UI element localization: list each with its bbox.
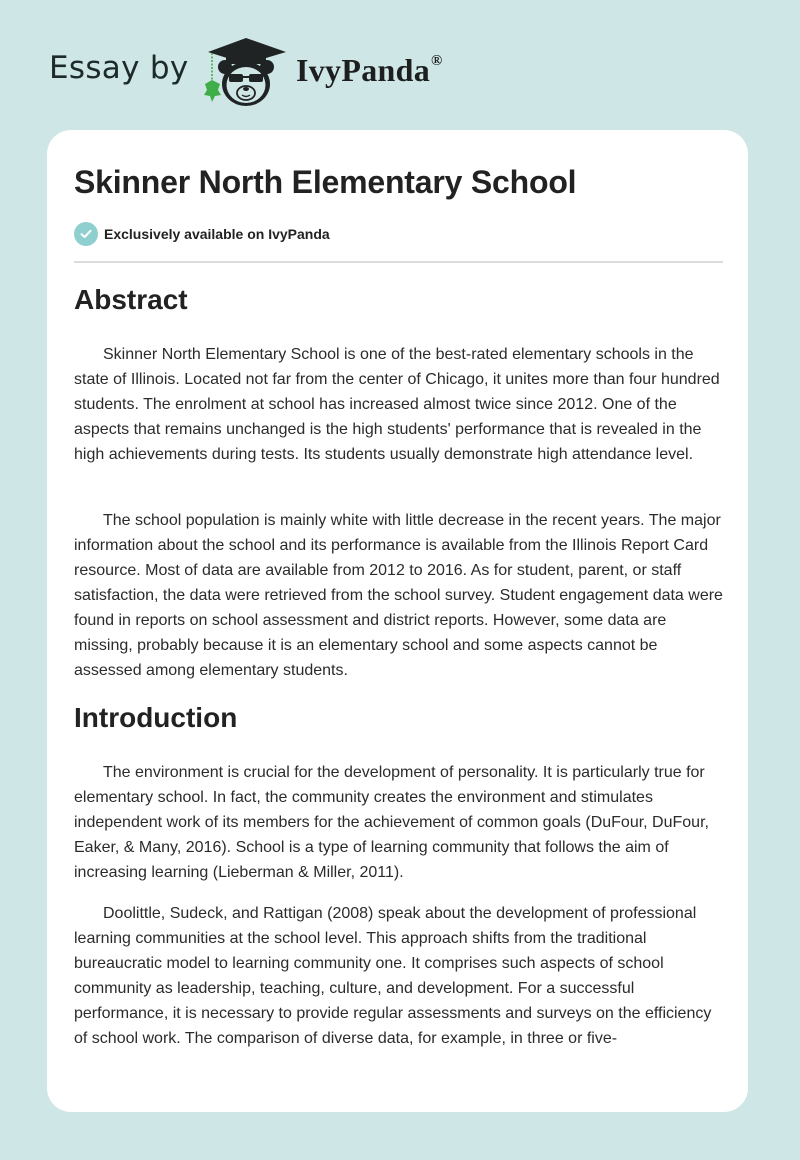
brand-name[interactable] xyxy=(296,52,443,89)
registered-mark: ® xyxy=(431,53,443,70)
abstract-paragraph-2: The school population is mainly white with little decrease in the recent years. The major information about the school and its performance is available from the Illinois Report Card resource. Most of data are available from 2012 to 2016. As for student, parent, or staff satisfaction, the data were retrieved from the school survey. Student engagement data were found in reports on school assessment and district reports. However, some data are missing, probably because it is an elementary school and some aspects cannot be assessed among elementary students. xyxy=(74,512,723,679)
exclusive-label: Exclusively available on IvyPanda xyxy=(104,226,330,242)
introduction-paragraph-1: The environment is crucial for the development of personality. It is particularly true for elementary school. In fact, the community creates the environment and stimulates independent work of its members for the achievement of common goals (DuFour, DuFour, Eaker, & Many, 2016). School is a type of learning community that follows the aim of increasing learning (Lieberman & Miller, 2011). xyxy=(74,764,709,881)
brand-name-text: IvyPanda xyxy=(296,52,430,88)
essay-card xyxy=(47,130,748,1112)
introduction-paragraph-2: Doolittle, Sudeck, and Rattigan (2008) speak about the development of professional learning communities at the school level. This approach shifts from the traditional bureaucratic model to learning community one. It comprises such aspects of school community as leadership, teaching, culture, and development. For a successful performance, it is necessary to provide regular assessments and surveys on the efficiency of school work. The comparison of diverse data, for example, in three or five- xyxy=(74,905,712,1047)
panda-graduate-logo-icon[interactable] xyxy=(200,34,292,110)
brand-prefix: Essay by xyxy=(49,50,189,86)
exclusive-badge xyxy=(74,222,330,246)
abstract-paragraph-1: Skinner North Elementary School is one of the best-rated elementary schools in the state of Illinois. Located not far from the center of Chicago, it unites more than four hundred students. The enrolment at school has increased almost twice since 2012. One of the aspects that remains unchanged is the high students' performance that is revealed in the high achievements during tests. Its students usually demonstrate high attendance level. xyxy=(74,346,720,463)
check-circle-icon xyxy=(74,222,98,246)
section-heading-introduction: Introduction xyxy=(74,702,238,733)
section-heading-abstract: Abstract xyxy=(74,284,188,315)
site-header xyxy=(0,0,800,130)
title-divider xyxy=(74,261,723,263)
page-title: Skinner North Elementary School xyxy=(74,164,577,200)
